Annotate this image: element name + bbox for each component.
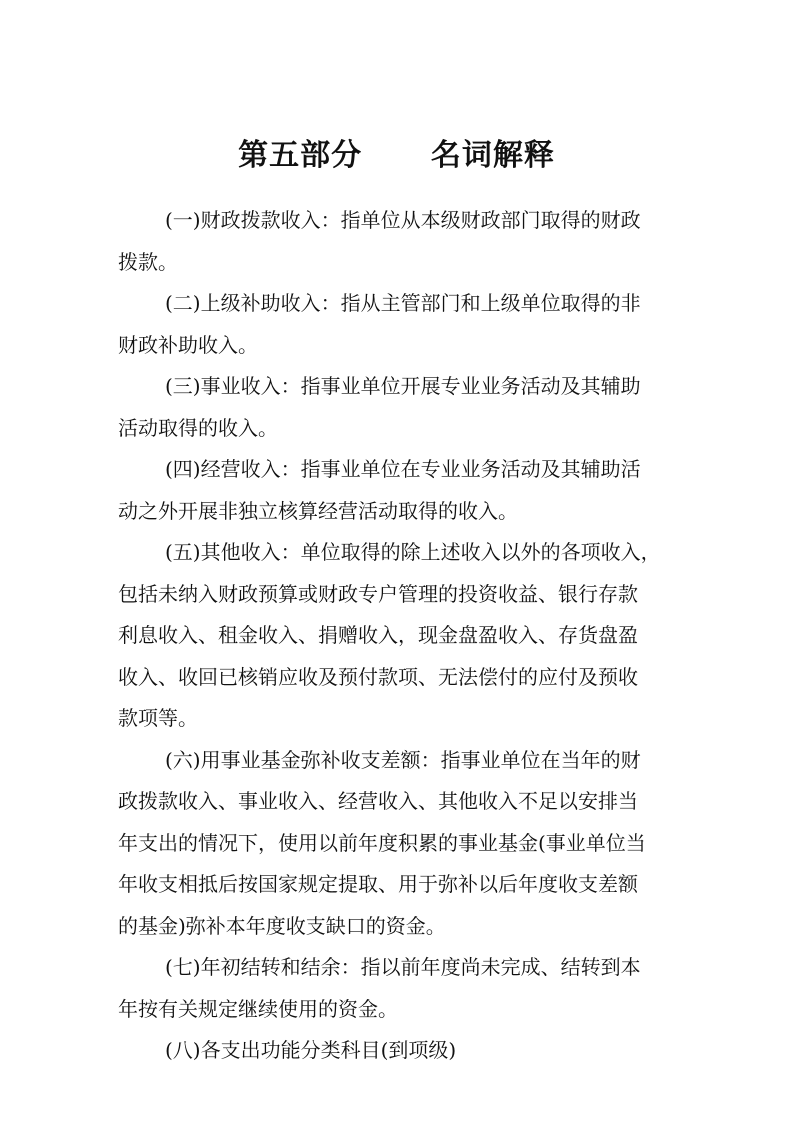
paragraph-line: (三)事业收入：指事业单位开展专业业务活动及其辅助 xyxy=(165,374,641,398)
paragraph-line: 动之外开展非独立核算经营活动取得的收入。 xyxy=(118,498,518,523)
paragraph-line: (七)年初结转和结余：指以前年度尚未完成、结转到本 xyxy=(165,955,641,979)
paragraph-line: 利息收入、租金收入、捐赠收入，现金盘盈收入、存货盘盈 xyxy=(118,623,638,647)
paragraph-line: 包括未纳入财政预算或财政专户管理的投资收益、银行存款 xyxy=(118,581,638,606)
page-title: 第五部分 名词解释 xyxy=(238,138,555,173)
paragraph-line: 拨款。 xyxy=(118,249,178,274)
paragraph-line: 财政补助收入。 xyxy=(118,332,258,357)
paragraph-line: 的基金)弥补本年度收支缺口的资金。 xyxy=(118,913,446,938)
paragraph xyxy=(118,283,678,366)
paragraph-line: (四)经营收入：指事业单位在专业业务活动及其辅助活 xyxy=(165,457,641,481)
paragraph-line: (二)上级补助收入：指从主管部门和上级单位取得的非 xyxy=(165,291,641,315)
paragraph-line: 年支出的情况下，使用以前年度积累的事业基金(事业单位当 xyxy=(118,830,646,855)
paragraph-line: (八)各支出功能分类科目(到项级) xyxy=(165,1038,457,1062)
paragraph xyxy=(118,947,678,1030)
paragraph-line: (五)其他收入：单位取得的除上述收入以外的各项收入， xyxy=(165,540,661,564)
document-body xyxy=(118,200,678,1072)
paragraph-line: 收入、收回已核销应收及预付款项、无法偿付的应付及预收 xyxy=(118,664,638,689)
paragraph xyxy=(118,740,678,948)
paragraph-line: 政拨款收入、事业收入、经营收入、其他收入不足以安排当 xyxy=(118,789,638,813)
paragraph xyxy=(118,1030,678,1072)
paragraph xyxy=(118,532,678,740)
paragraph xyxy=(118,200,678,283)
paragraph-line: (六)用事业基金弥补收支差额：指事业单位在当年的财 xyxy=(165,747,641,772)
paragraph-line: 年收支相抵后按国家规定提取、用于弥补以后年度收支差额 xyxy=(118,872,638,896)
paragraph-line: 活动取得的收入。 xyxy=(118,415,278,440)
paragraph-line: 款项等。 xyxy=(118,706,198,730)
paragraph-line: (一)财政拨款收入：指单位从本级财政部门取得的财政 xyxy=(165,208,641,232)
paragraph xyxy=(118,366,678,449)
paragraph xyxy=(118,449,678,532)
paragraph-line: 年按有关规定继续使用的资金。 xyxy=(118,996,398,1021)
